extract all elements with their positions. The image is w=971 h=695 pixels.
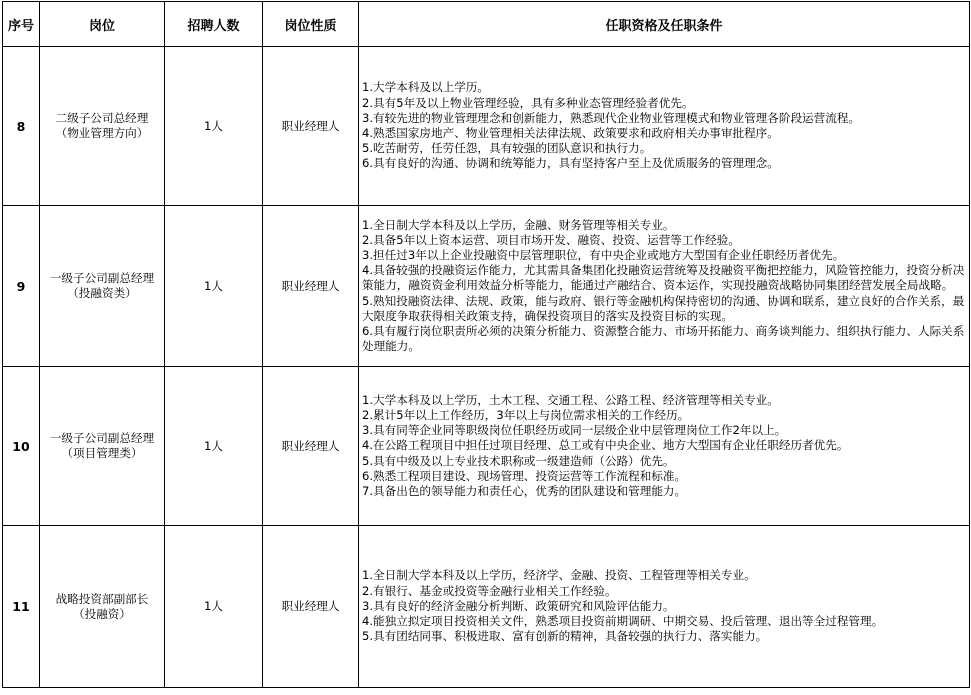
requirement-item: 4.在公路工程项目中担任过项目经理、总工或有中央企业、地方大型国有企业任职经历者优先。 [362,438,849,453]
row-headcount: 1人 [165,47,263,206]
row-requirements [359,47,970,206]
requirement-item: 3.具有同等企业同等职级岗位任职经历或同一层级企业中层管理岗位工作2年以上。 [362,423,787,438]
row-position [40,47,165,206]
position-direction: （项目管理类） [61,446,143,460]
position-title: 二级子公司总经理 [55,111,149,125]
requirement-item: 2.具备5年以上资本运营、项目市场开发、融资、投资、运营等工作经验。 [362,232,740,247]
row-nature: 职业经理人 [263,526,359,688]
position-direction: （投融资） [73,606,131,621]
header-headcount: 招聘人数 [165,2,263,47]
requirement-item: 2.具有5年及以上物业管理经验，具有多种业态管理经验者优先。 [362,95,694,110]
row-requirements [359,206,970,367]
header-index: 序号 [3,2,40,47]
row-index: 11 [3,526,40,688]
row-position [40,367,165,526]
table-row [3,526,970,688]
position-title: 战略投资部副部长 [55,591,149,606]
row-nature: 职业经理人 [263,47,359,206]
requirement-item: 3.有较先进的物业管理理念和创新能力，熟悉现代企业物业管理模式和物业管理各阶段运营流程。 [362,110,861,125]
requirement-item: 2.累计5年以上工作经历，3年以上与岗位需求相关的工作经历。 [362,407,690,422]
position-direction: （物业管理方向） [55,126,149,140]
position-title: 一级子公司副总经理 [49,271,155,285]
requirement-item: 4.具备较强的投融资运作能力，尤其需具备集团化投融资运营统筹及投融资平衡把控能力，风险管控能力，投资分析决策能力，融资资金利用效益分析等能力，能通过产融结合、资本运作，实现投融资战略协同集团经营发展全局战略。 [362,263,965,293]
requirement-item: 4.熟悉国家房地产、物业管理相关法律法规、政策要求和政府相关办事审批程序。 [362,126,779,140]
header-nature: 岗位性质 [263,2,359,47]
header-row [3,2,970,47]
table-row [3,47,970,206]
requirement-item: 3.担任过3年以上企业投融资中层管理职位，有中央企业或地方大型国有企业任职经历者优先。 [362,247,845,262]
requirement-item: 5.吃苦耐劳，任劳任怨，具有较强的团队意识和执行力。 [362,141,652,156]
row-requirements [359,526,970,688]
requirement-item: 6.具有履行岗位职责所必须的决策分析能力、资源整合能力、市场开拓能力、商务谈判能力、组织执行能力、人际关系处理能力。 [362,324,965,354]
row-position [40,526,165,688]
requirement-item: 1.全日制大学本科及以上学历，金融、财务管理等相关专业。 [362,217,675,232]
requirement-item: 5.具有中级及以上专业技术职称或一级建造师（公路）优先。 [362,453,675,468]
requirement-item: 3.具有良好的经济金融分析判断、政策研究和风险评估能力。 [362,598,675,613]
requirement-item: 1.大学本科及以上学历。 [362,80,489,95]
position-title: 一级子公司副总经理 [49,431,155,445]
requirement-item: 2.有银行、基金或投资等金融行业相关工作经验。 [362,583,617,598]
row-headcount: 1人 [165,206,263,367]
header-requirements: 任职资格及任职条件 [359,2,970,47]
requirement-item: 6.熟悉工程项目建设、现场管理、投资运营等工作流程和标准。 [362,468,687,483]
table-row [3,367,970,526]
requirement-item: 5.熟知投融资法律、法规、政策，能与政府、银行等金融机构保持密切的沟通、协调和联系，建立良好的合作关系，最大限度争取获得相关政策支持，确保投资项目的落实及投资目标的实现。 [362,293,965,323]
row-position [40,206,165,367]
requirement-item: 1.大学本科及以上学历，土木工程、交通工程、公路工程、经济管理等相关专业。 [362,392,779,407]
row-index: 10 [3,367,40,526]
row-headcount: 1人 [165,526,263,688]
requirement-item: 6.具有良好的沟通、协调和统筹能力，具有坚持客户至上及优质服务的管理理念。 [362,156,779,171]
requirement-item: 4.能独立拟定项目投资相关文件，熟悉项目投资前期调研、中期交易、投后管理、退出等全过程管理。 [362,614,884,629]
requirement-item: 1.全日制大学本科及以上学历，经济学、金融、投资、工程管理等相关专业。 [362,568,756,583]
row-index: 8 [3,47,40,206]
row-requirements [359,367,970,526]
row-headcount: 1人 [165,367,263,526]
header-position: 岗位 [40,2,165,47]
row-index: 9 [3,206,40,367]
recruitment-table [2,1,970,688]
row-nature: 职业经理人 [263,206,359,367]
table-row [3,206,970,367]
position-direction: （投融资类） [67,286,137,300]
row-nature: 职业经理人 [263,367,359,526]
requirement-item: 7.具备出色的领导能力和责任心，优秀的团队建设和管理能力。 [362,484,687,498]
requirement-item: 5.具有团结同事、积极进取、富有创新的精神，具备较强的执行力、落实能力。 [362,629,768,644]
